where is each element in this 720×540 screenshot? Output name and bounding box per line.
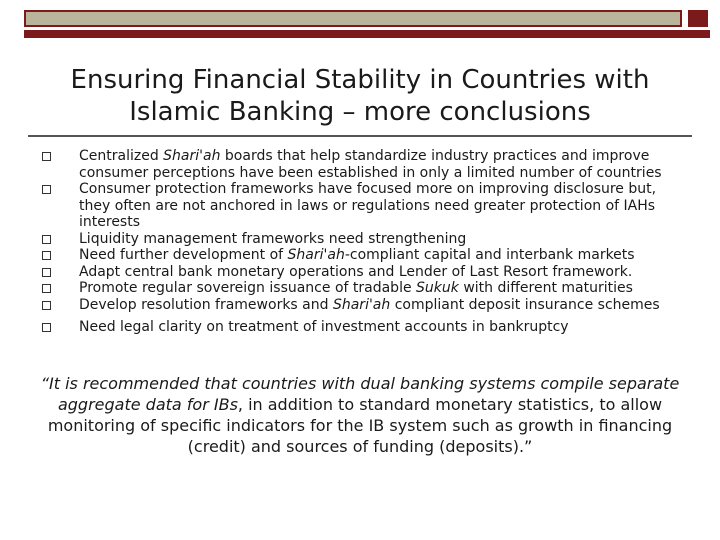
list-item [42,148,682,181]
bullet-text: -compliant capital and interbank markets [344,247,635,263]
bullet-text: boards that help standardize industry practices and improve consumer perceptions have been established in only a limited number of countries [79,148,662,181]
conclusions-list [42,148,682,336]
hollow-square-bullet-icon [42,152,51,161]
header-decoration-bar [24,10,682,27]
bullet-text: with different maturities [458,280,633,296]
bullet-text: Need legal clarity on treatment of investment accounts in bankruptcy [79,319,569,335]
list-item [42,247,682,264]
bullet-text: Liquidity management frameworks need strengthening [79,230,467,247]
slide-title-line-2: Islamic Banking – more conclusions [129,97,591,127]
bullet-emphasis: Sukuk [416,280,459,296]
list-item [42,280,682,297]
recommendation-quote [40,373,680,457]
list-item [42,264,682,281]
bullet-text: Adapt central bank monetary operations and Lender of Last Resort framework. [79,263,633,280]
hollow-square-bullet-icon [42,268,51,277]
header-decoration-square [688,10,708,27]
list-item [42,297,682,314]
bullet-text: Develop resolution frameworks and [79,296,333,313]
bullet-text: Need further development of [79,247,288,263]
bullet-text: Consumer protection frameworks have focused more on improving disclosure but, they often are not anchored in laws or regulations need greater protection of IAHs interests [79,181,657,230]
quote-italic-text: “It is recommended that countries with dual banking systems compile separate aggregate data for IBs [40,374,680,414]
bullet-text: Centralized [79,148,164,164]
list-item [42,181,682,231]
bullet-text: compliant deposit insurance schemes [390,296,660,313]
bullet-emphasis: Shari'ah [287,247,345,263]
hollow-square-bullet-icon [42,284,51,293]
hollow-square-bullet-icon [42,323,51,332]
list-item [42,319,682,336]
slide-title-line-1: Ensuring Financial Stability in Countries with [70,65,650,95]
header-decoration-line [24,30,710,38]
bullet-emphasis: Shari'ah [163,148,221,164]
quote-text: , in addition to standard monetary statistics, to allow monitoring of specific indicators for the IB system such as growth in financing (credit) and sources of funding (deposits).” [47,395,673,456]
title-divider [28,135,692,137]
list-item [42,231,682,248]
slide-title [40,64,680,128]
hollow-square-bullet-icon [42,235,51,244]
hollow-square-bullet-icon [42,185,51,194]
hollow-square-bullet-icon [42,251,51,260]
bullet-emphasis: Shari'ah [332,296,391,313]
hollow-square-bullet-icon [42,301,51,310]
bullet-text: Promote regular sovereign issuance of tradable [79,280,417,296]
